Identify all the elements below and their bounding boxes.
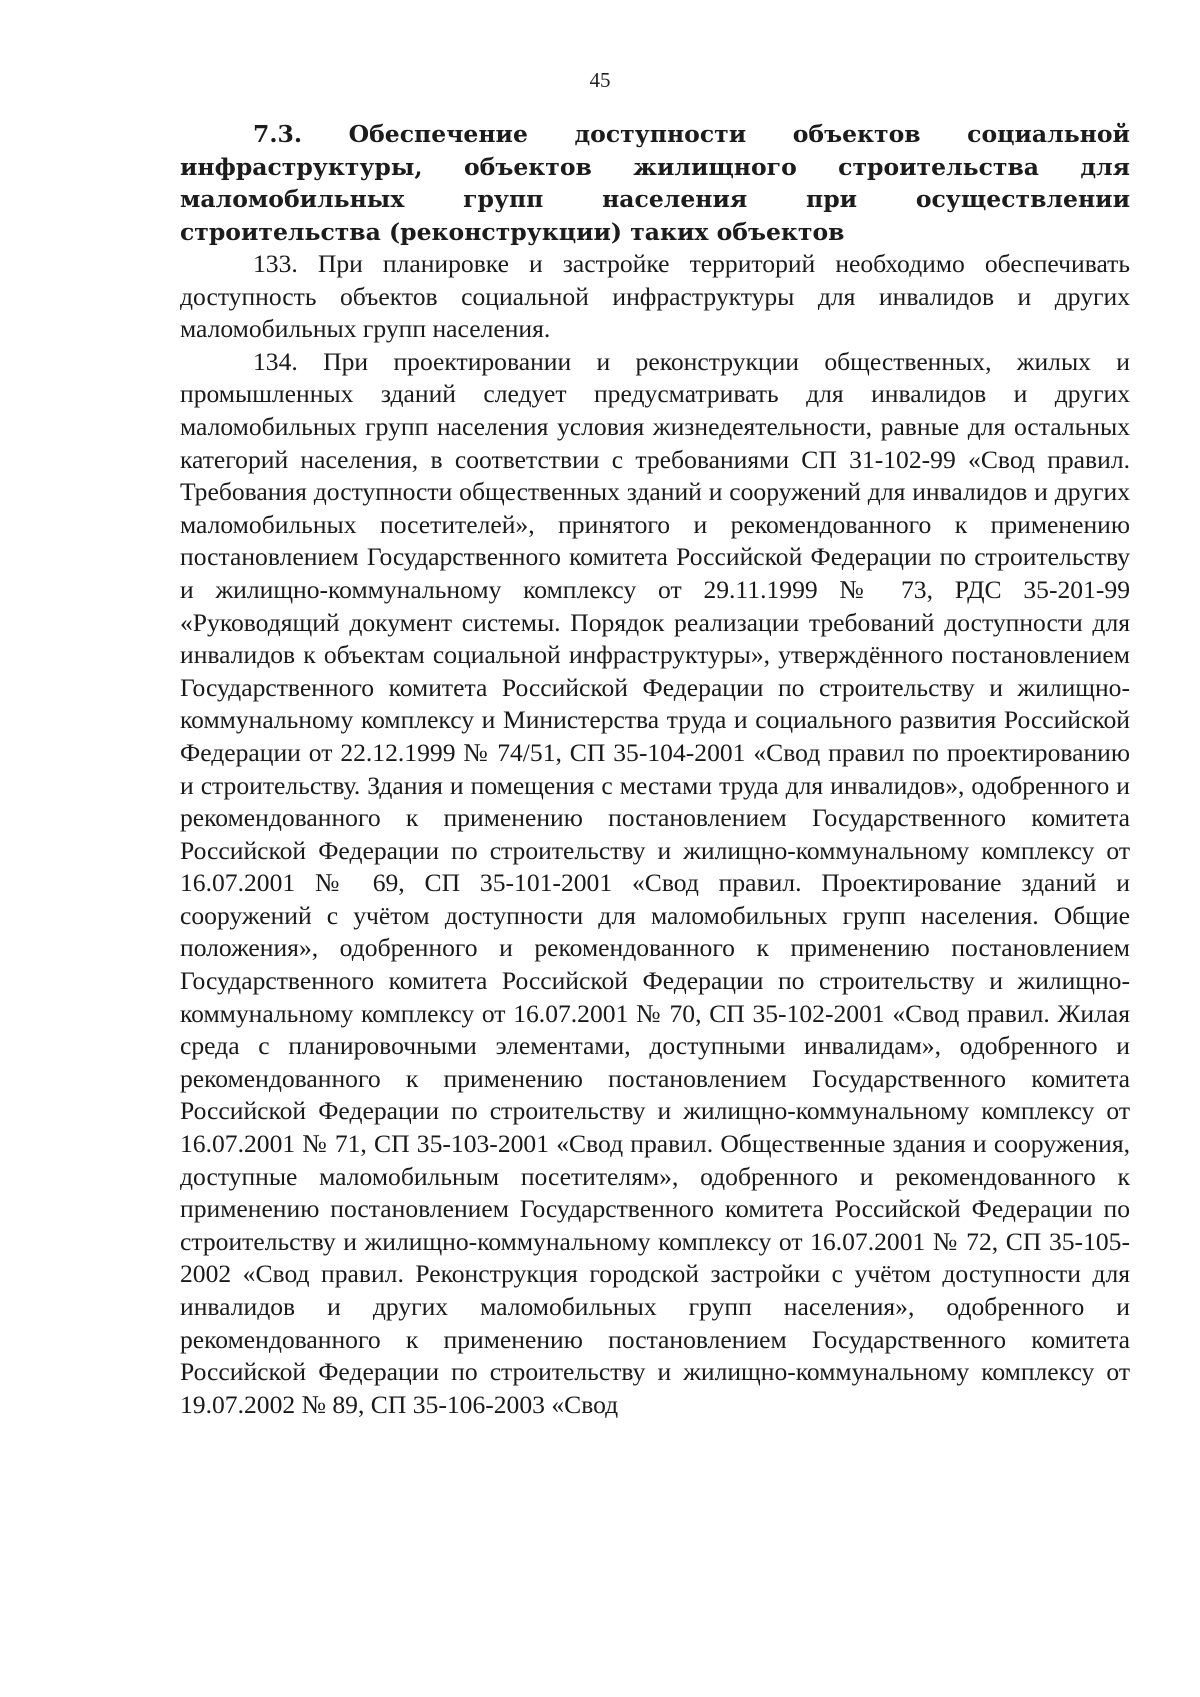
paragraph-134: 134. При проектировании и реконструкции общественных, жилых и промышленных зданий следует предусматривать для инвалидов и других маломобильных групп населения условия жизнедеятельности, равные для остальных категорий населения, в соответствии с требованиями СП 31-102-99 «Свод правил. Требования доступности общественных зданий и сооружений для инвалидов и других маломобильных посетителей», принятого и рекомендованного к применению постановлением Государственного комитета Российской Федерации по строительству и жилищно-коммунальному комплексу от 29.11.1999 № 73, РДС 35-201-99 «Руководящий документ системы. Порядок реализации требований доступности для инвалидов к объектам социальной инфраструктуры», утверждённого постановлением Государственного комитета Российской Федерации по строительству и жилищно-коммунальному комплексу и Министерства труда и социального развития Российской Федерации от 22.12.1999 № 74/51, СП 35-104-2001 «Свод правил по проектированию и строительству. Здания и помещения с местами труда для инвалидов», одобренного и рекомендованного к применению постановлением Государственного комитета Российской Федерации по строительству и жилищно-коммунальному комплексу от 16.07.2001 № 69, СП 35-101-2001 «Свод правил. Проектирование зданий и сооружений с учётом доступности для маломобильных групп населения. Общие положения», одобренного и рекомендованного к применению постановлением Государственного комитета Российской Федерации по строительству и жилищно-коммунальному комплексу от 16.07.2001 № 70, СП 35-102-2001 «Свод правил. Жилая среда с планировочными элементами, доступными инвалидам», одобренного и рекомендованного к применению постановлением Государственного комитета Российской Федерации по строительству и жилищно-коммунальному комплексу от 16.07.2001 № 71, СП 35-103-2001 «Свод правил. Общественные здания и сооружения, доступные маломобильным посетителям», одобренного и рекомендованного к применению постановлением Государственного комитета Российской Федерации по строительству и жилищно-коммунальному комплексу от 16.07.2001 № 72, СП 35-105-2002 «Свод правил. Реконструкция городской застройки с учётом доступности для инвалидов и других маломобильных групп населения», одобренного и рекомендованного к применению постановлением Государственного комитета Российской Федерации по строительству и жилищно-коммунальному комплексу от 19.07.2002 № 89, СП 35-106-2003 «Свод xyxy=(180,346,1130,1419)
section-heading: 7.3. Обеспечение доступности объектов социальной инфраструктуры, объектов жилищного строительства для маломобильных групп населения при осуществлении строительства (реконструкции) таких объектов xyxy=(180,120,1130,246)
document-body xyxy=(180,118,1130,1421)
paragraph-133: 133. При планировке и застройке территорий необходимо обеспечивать доступность объектов социальной инфраструктуры для инвалидов и других маломобильных групп населения. xyxy=(180,249,1130,344)
page-number: 45 xyxy=(589,68,611,92)
